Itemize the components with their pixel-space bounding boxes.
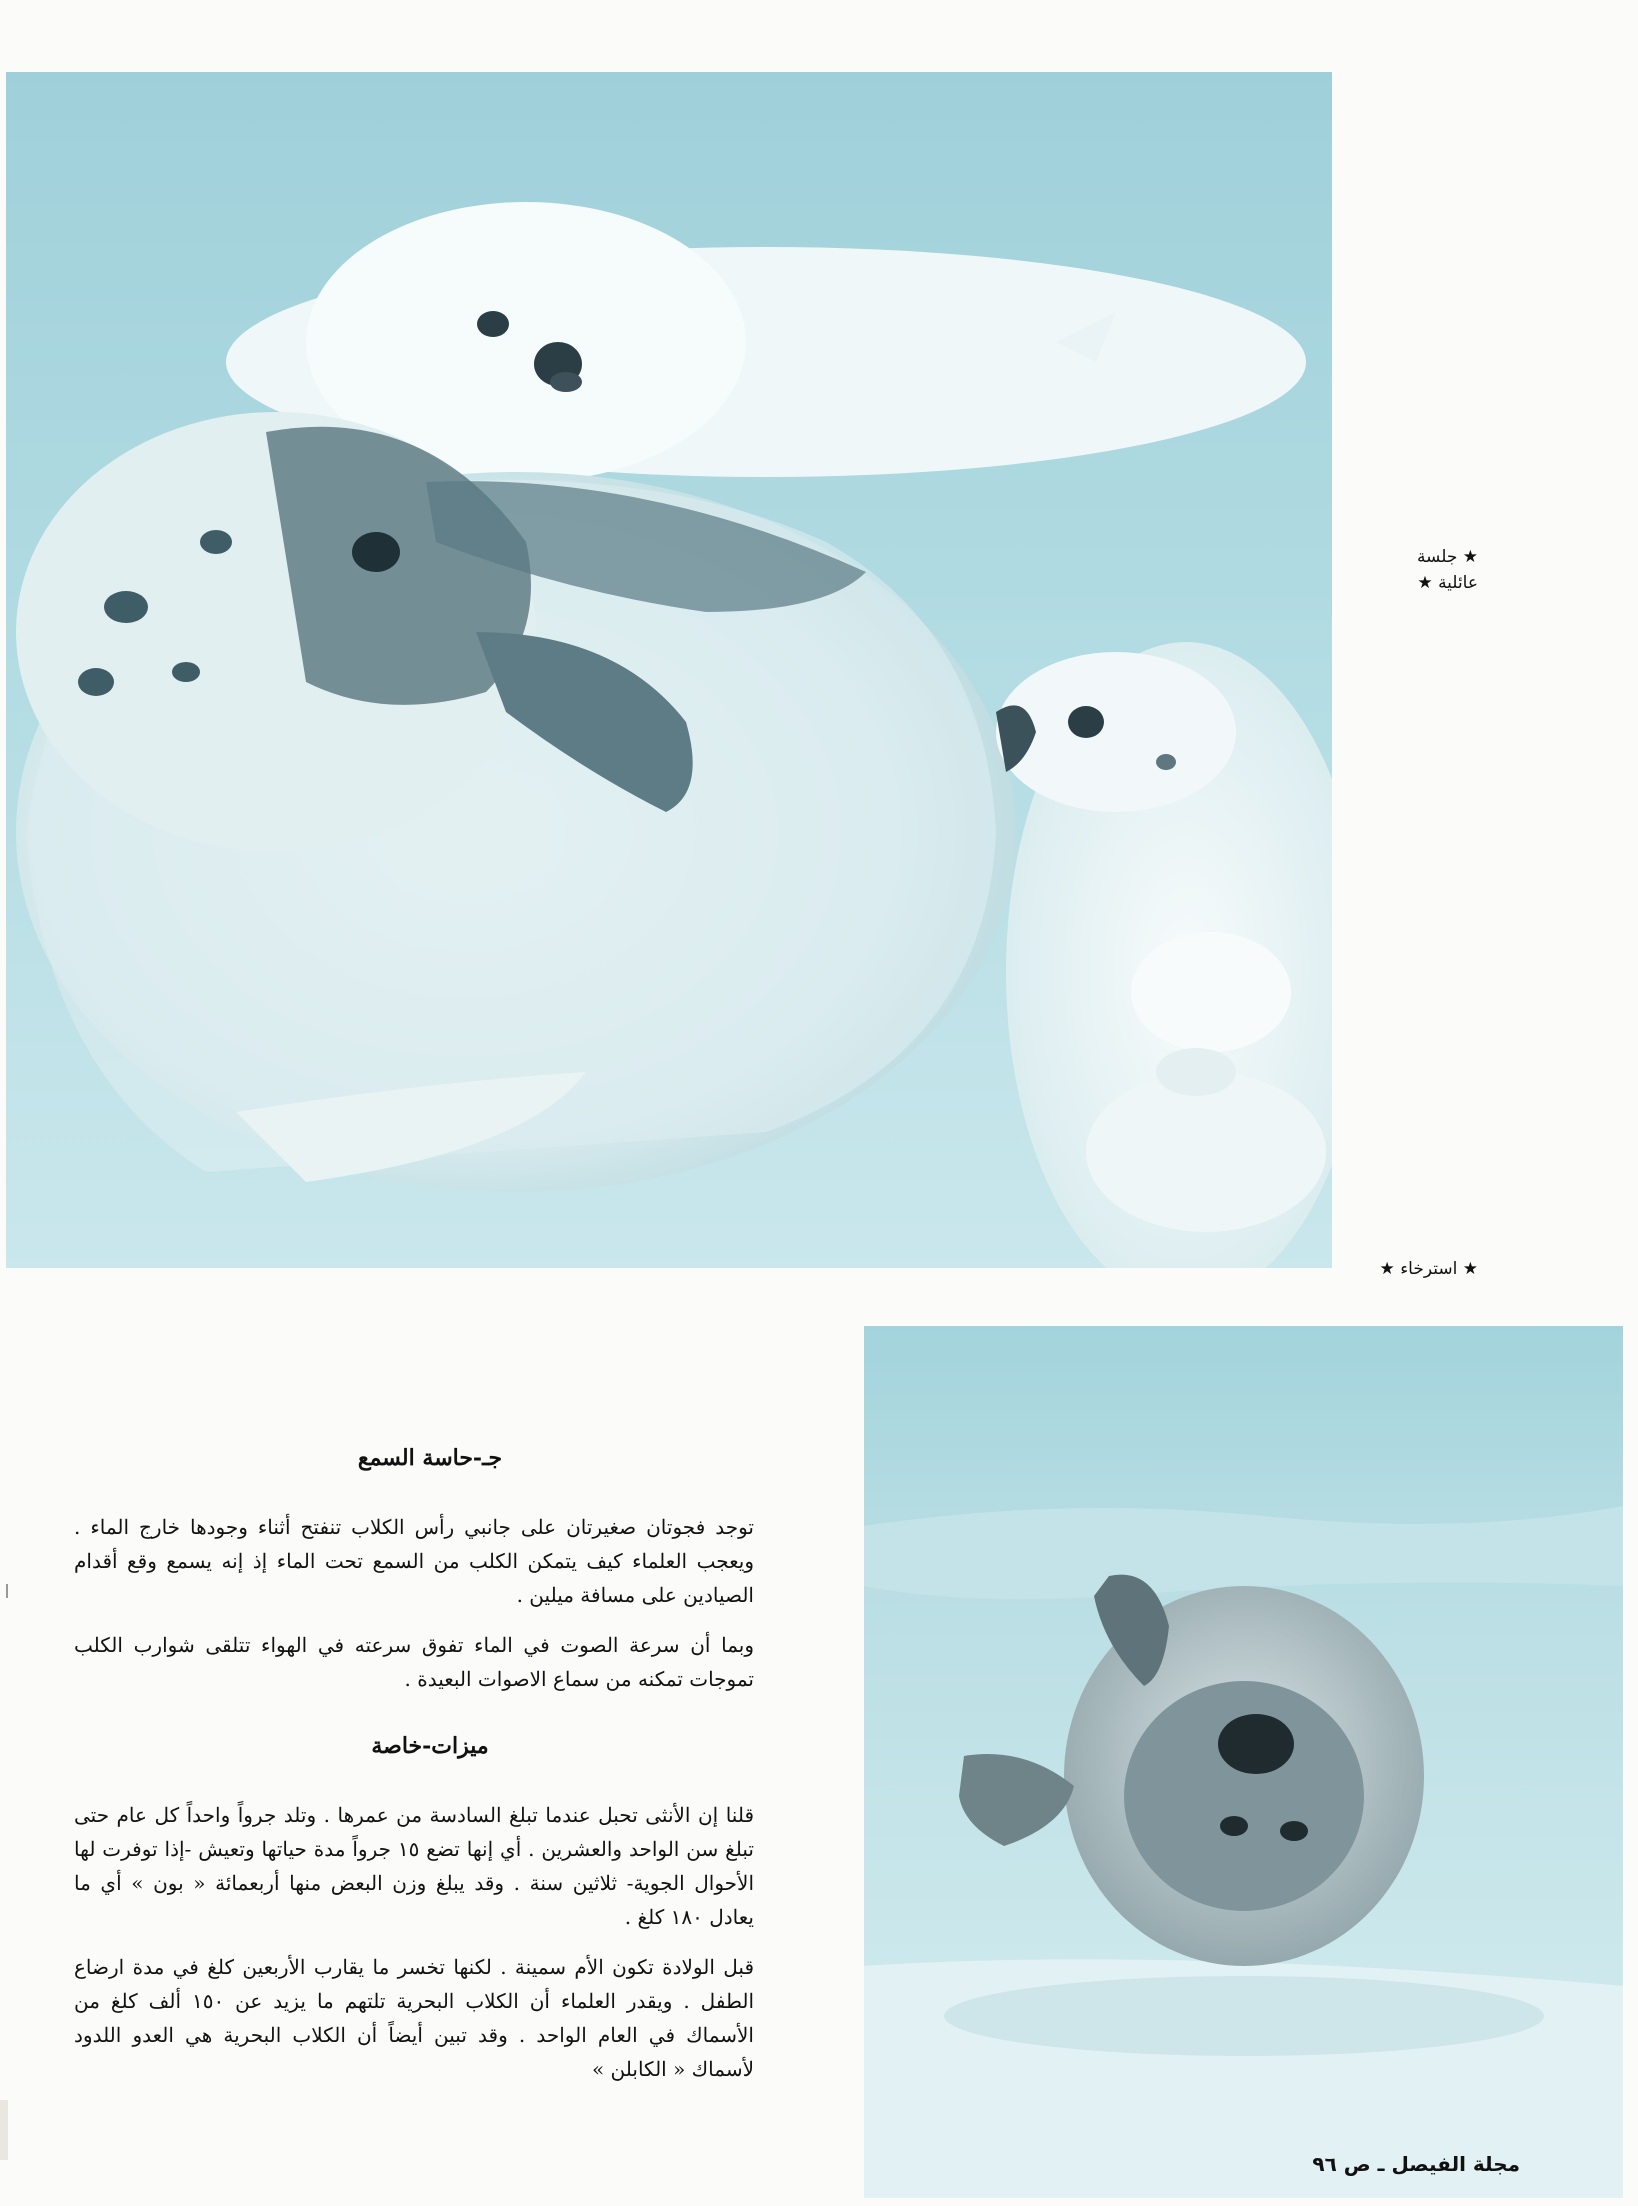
paragraph-hearing-2: وبما أن سرعة الصوت في الماء تفوق سرعته في الهواء تتلقى شوارب الكلب تموجات تمكنه من سماع الاصوات البعيدة .: [74, 1633, 754, 1691]
paragraph-features-1: قلنا إن الأنثى تحبل عندما تبلغ السادسة من عمرها . وتلد جرواً واحداً كل عام حتى تبلغ سن الواحد والعشرين . أي إنها تضع ١٥ جرواً مدة حياتها وتعيش ‑إذا توفرت لها الأحوال الجوية‑ ثلاثين سنة . وقد يبلغ وزن البعض منها أربعمائة « بون » أي ما يعادل ١٨٠ كلغ .: [74, 1803, 755, 1929]
caption-relaxation: ★ استرخاء ★: [1379, 1259, 1478, 1279]
margin-mark: [6, 1584, 14, 1598]
paragraph-features-2: قبل الولادة تكون الأم سمينة . لكنها تخسر ما يقارب الأربعين كلغ في مدة ارضاع الطفل . ويقدر العلماء أن الكلاب البحرية تلتهم ما يزيد عن ١٥٠ ألف كلغ من الأسماك في العام الواحد . وقد تبين أيضاً أن الكلاب البحرية هي العدو اللدود لأسماك « الكابلن »: [74, 1955, 755, 2081]
paragraph-hearing-1: توجد فجوتان صغيرتان على جانبي رأس الكلاب تنفتح أثناء وجودها خارج الماء . ويعجب العلماء كيف يتمكن الكلب من السمع تحت الماء إذ إنه يسمع وقع أقدام الصيادين على مسافة ميلين .: [74, 1515, 754, 1607]
section-heading-features: ميزات‑خاصة: [371, 1733, 489, 1759]
section-heading-hearing: جـ‑حاسة السمع: [357, 1445, 503, 1471]
caption-family-gathering: [1338, 544, 1478, 596]
photo-credit: مجلة الفيصل ـ ص ٩٦: [1312, 2152, 1520, 2176]
photo-seal-family: [6, 72, 1332, 1268]
photo-seal-pup-on-ice: [864, 1326, 1623, 2198]
page-edge-tab: [0, 2100, 8, 2160]
caption-family-line-2: عائلية ★: [1417, 573, 1478, 593]
caption-family-line-1: ★ جلسة: [1416, 547, 1478, 567]
